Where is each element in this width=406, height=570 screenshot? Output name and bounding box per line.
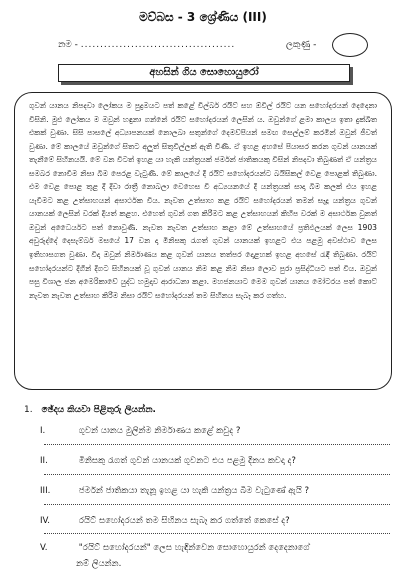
question-3	[40, 486, 386, 496]
answer-line-4[interactable]	[44, 533, 390, 534]
question-number: I.	[40, 426, 46, 436]
section-heading	[24, 405, 156, 415]
question-text-continued: නම් ලියන්න.	[76, 559, 122, 569]
section-instruction: ඡේදය කියවා පිළිතුරු ලියන්න.	[41, 405, 156, 415]
answer-line-3[interactable]	[44, 504, 390, 505]
reading-passage: ගුවන් යානය නිපදවා ලෝකය ම පුදුමයට පත් කළේ විල්බර් රයිට් සහ ඕවිල් රයිට් යන සහෝදරයන් දෙදෙනා විසිනි. මුළු ලෝකය ම ඔවුන් හඳුනා ගන්නේ රයිට් සහෝදරයන් ලෙසින් ය. ඔවුන්ගේ ළමා කාලය ඉතා දුක්ඛිත එකක් වුණා. සිසි පාසලේ අධ්‍යාපනයක් නොලබා සතුන්ගේ දෙමව්පියන් සමඟ සෙල්ලම් කරමින් ඔවුන් ජීවත් වුණා. මේ කාලයේ ඔවුන්ගේ සිතට අලුත් සිතුවිල්ලක් ඇති විණි. ඒ ඉහළ අහසේ පියාසර කරන ගුවන් යානයක් තැනීමේ සිහිනයයි. මේ වන විටත් ඉහළ යා හැකි යන්ත්‍රයක් ජර්මන් ජාතිකයකු විසින් නිපදවා තිබුණත් ඒ යන්ත්‍රය සමබර නොවීම නිසා බිම පෙරළ වැටුණි. මේ කාලයේ දී රයිට් සහෝදරයන්ට බයිසිකල් වෙළ පොළක් තිබුණා. එම වෙළ පොළ තුළ දී දිවා රාත්‍රී නොබලා වෙහෙස වී අධ්‍යයනයේ දී යන්ත්‍රයක් සාදා බිම කලක් එය ඉහළ යැවීමට කළ උත්සාහයන් අසාර්ථක විය. නැවත උත්සාහ කළ රයිට් සහෝදරයන් තමන් සෑදූ යන්ත්‍රය ගුවන් යානයක් ලෙසින් වරක් දියත් කළහ. එහෙත් ගුවන් ගත කිරීමට කළ උත්සාහයන් කිහිප වරක් ම අසාර්ථක වුනත් ඔවුන් අධෛර්යට පත් නොවුණි. නැවත නැවත උත්සාහ කළා මේ උත්සාහයේ ප්‍රතිඵලයක් ලෙස 1903 අවුරුද්දේ දෙසැම්බර් මසයේ 17 වන දා මිනිසකු රැගත් ගුවන් යානයක් ඉහළට එය පළමු අවස්ථාව ලෙස ඉතිහාසගත වුණා. විදා ඔවුන් නිර්මාණය කළ ගුවන් යානය තත්පර දොළහක් ඉහළ අහසේ රැඳී තිබුණා. රයිට් සහෝදරයන්ට දිගින් දිගට සිහිනයක් වූ ගුවන් යානය නිම කළ නිම නිසා ලොව පුරා ප්‍රසිද්ධියට පත් විය. ඔවුන් පසු විශාල ජන අමෙරිකාවේ යුද්ධ හමුදාව ආරාධනා කළා. මහජනයාට මෙම ගුවන් යානය මෝටරය පත් කොට් නැවත නැවත උත්සාහ කිරීම නිසා රයිට් සහෝදරයන් තම සිහිනය සැබෑ කර ගත්හ.	[14, 92, 392, 390]
question-text: මිනිසකු රැගත් ගුවන් යානයක් ගුවනට එය පළමු දිනය කවදා ද?	[78, 456, 296, 466]
answer-line-1[interactable]	[44, 444, 390, 445]
question-text: "රයිට් සහෝදරයන්" ලෙස හැඳින්වෙන සොහොයුරන් දෙදෙනාගේ	[78, 543, 310, 553]
answer-line-2[interactable]	[44, 474, 390, 475]
name-label: නම -	[58, 40, 78, 50]
question-number: IV.	[40, 516, 51, 526]
name-field[interactable]: ........................................	[80, 40, 236, 50]
question-text: රයිට් සහෝදරයන් තම සිහිනය සැබෑ කර ගත්තේ කෙසේ ද?	[78, 516, 290, 526]
passage-title: අහසින් ගිය සොහොයුරෝ	[58, 64, 350, 82]
question-5	[40, 543, 386, 569]
question-4	[40, 516, 386, 526]
question-number: V.	[40, 543, 48, 553]
question-text: ගුවන් යානය මුලින්ම නිර්මාණය කළේ කවුද ?	[78, 426, 241, 436]
question-text: ජර්මන් ජාතිකයා තැනූ ඉහළ යා හැකි යන්ත්‍රය බිම වැටුණේ ඇයි ?	[78, 486, 310, 496]
marks-circle[interactable]	[332, 33, 368, 57]
question-number: II.	[40, 456, 48, 466]
question-1	[40, 426, 386, 436]
section-number: 1.	[24, 405, 33, 415]
marks-label: ලකුණු -	[286, 40, 317, 50]
question-2	[40, 456, 386, 466]
question-number: III.	[40, 486, 51, 496]
name-row	[58, 40, 235, 50]
worksheet-title: මව්බස - 3 ශ්‍රේණිය (III)	[139, 10, 267, 24]
